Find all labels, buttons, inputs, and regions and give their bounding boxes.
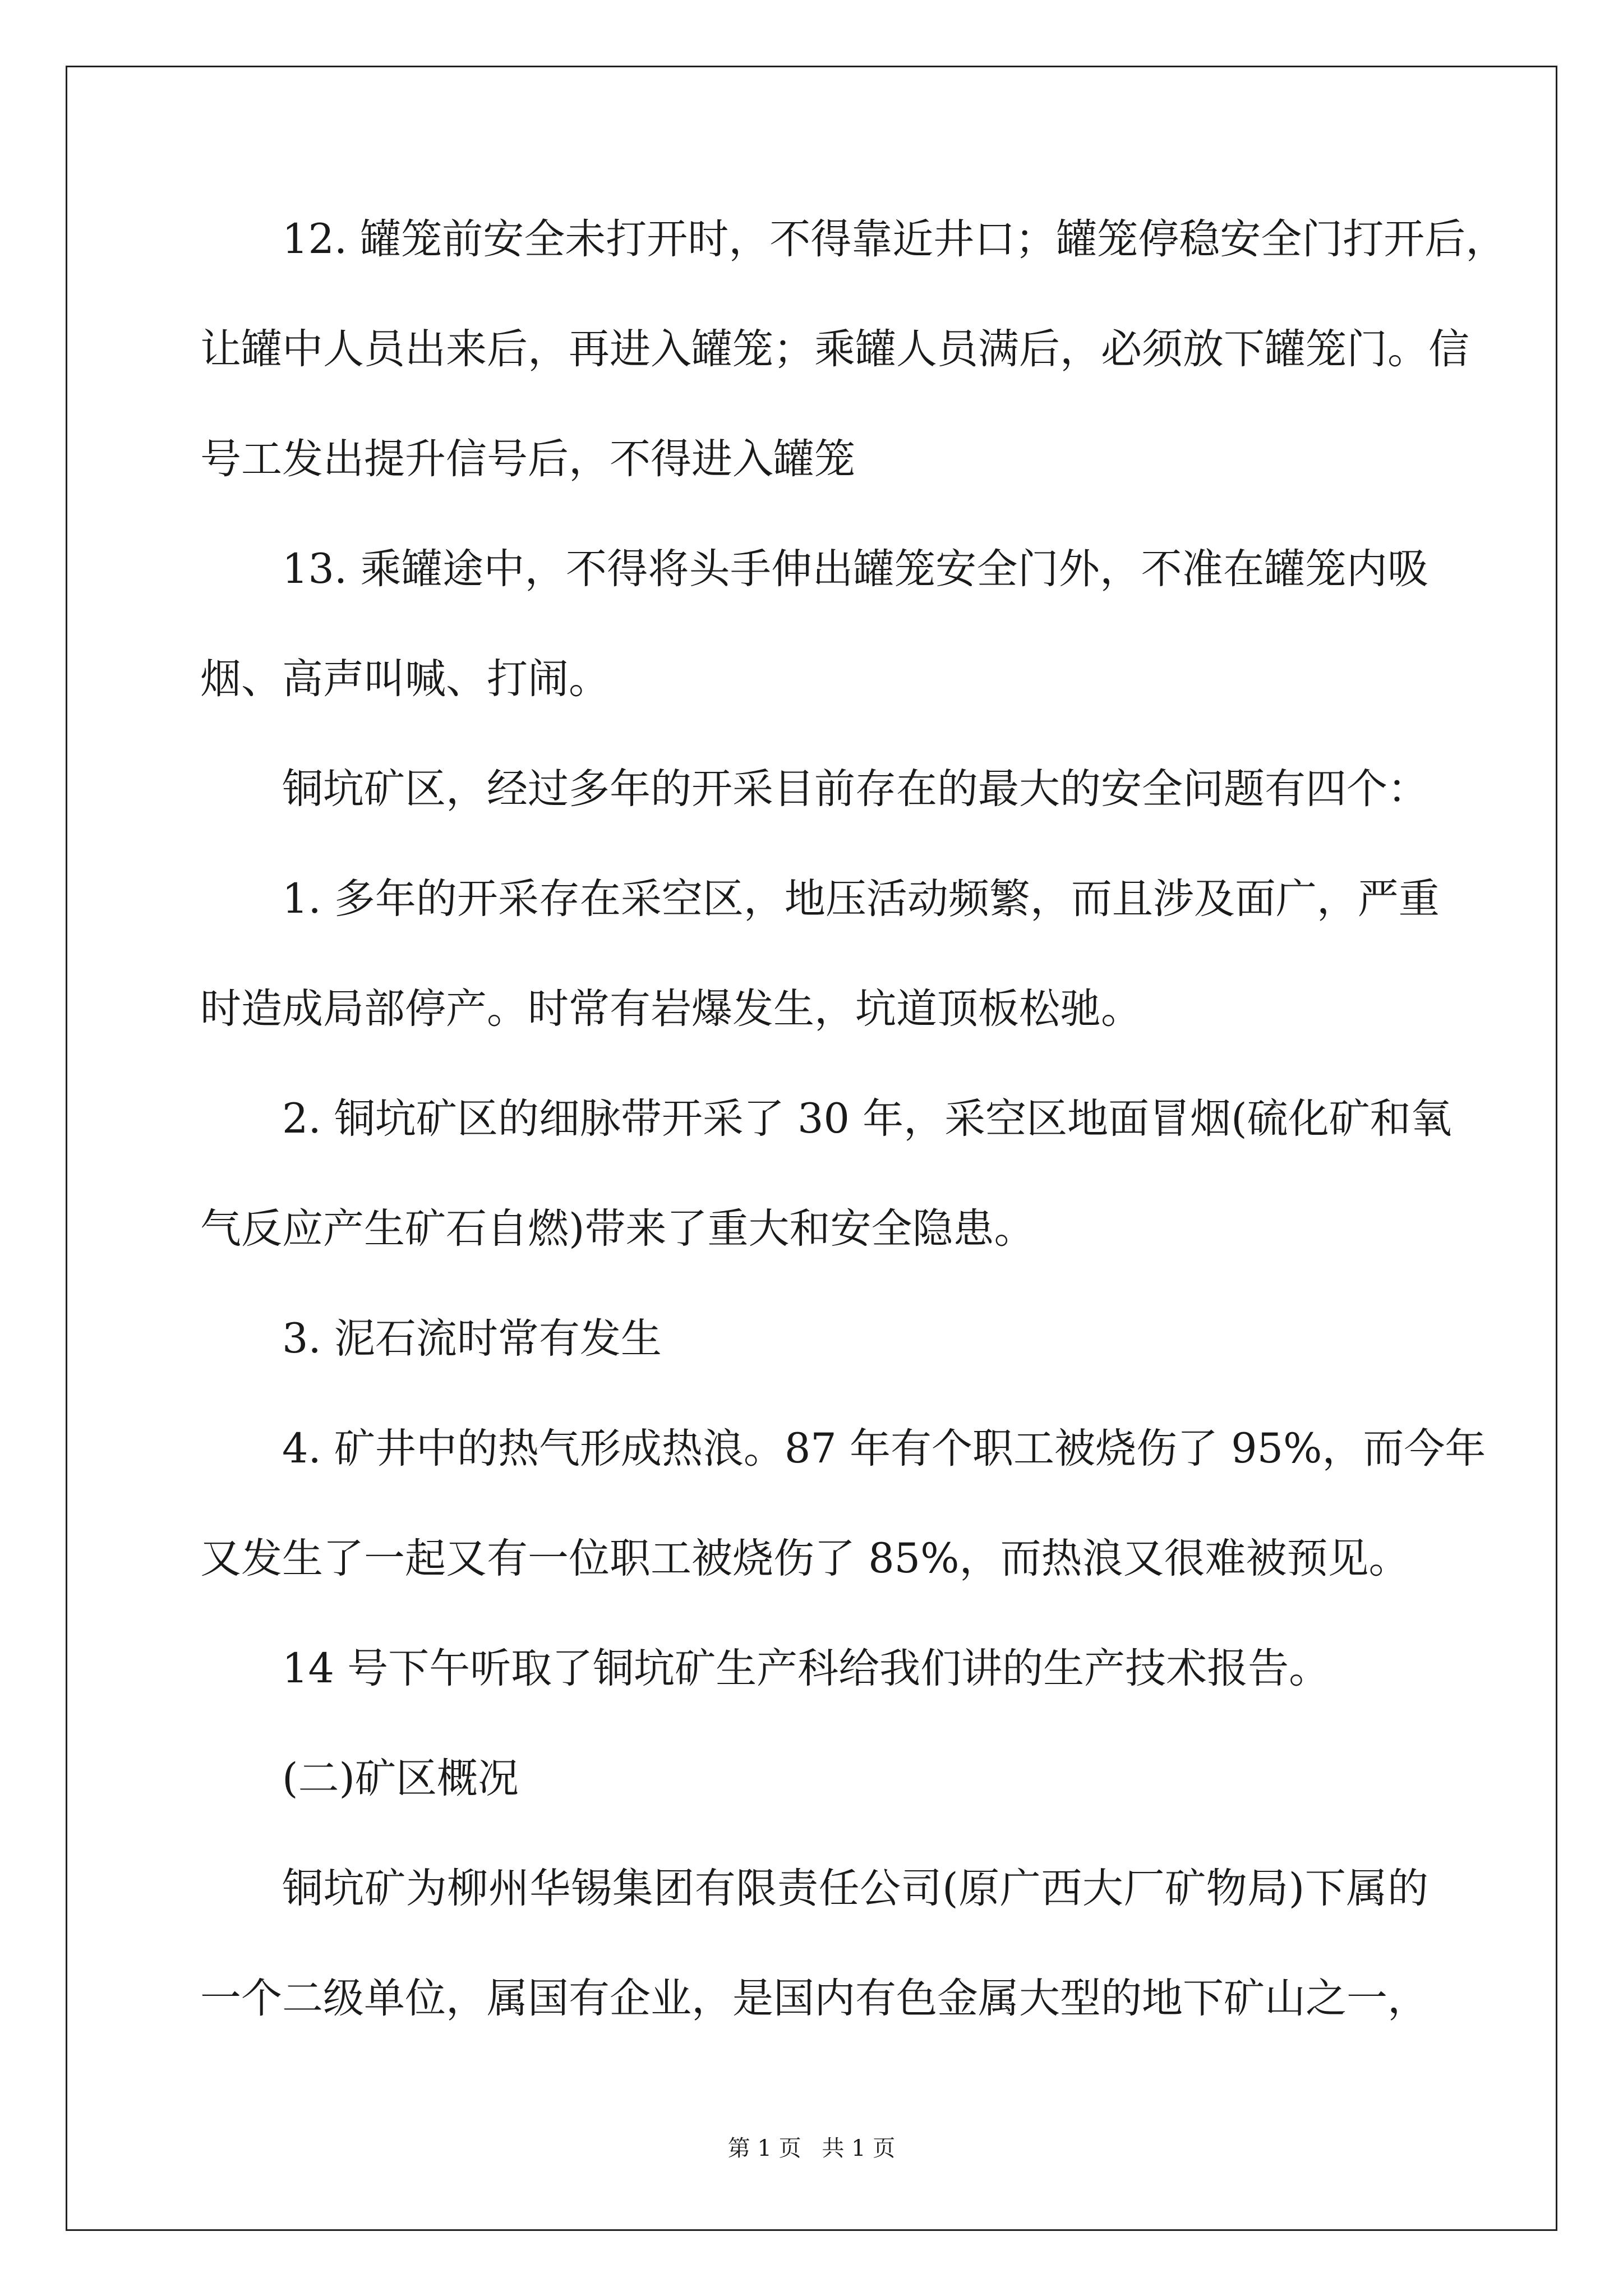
text-line: 烟、高声叫喊、打闹。 <box>200 655 610 703</box>
text-line: 气反应产生矿石自燃)带来了重大和安全隐患。 <box>200 1205 1035 1253</box>
page-total: 共 1 页 <box>822 2136 896 2161</box>
text-line: 12. 罐笼前安全未打开时，不得靠近井口；罐笼停稳安全门打开后， <box>282 215 1507 263</box>
text-line: 时造成局部停产。时常有岩爆发生，坑道顶板松驰。 <box>200 985 1142 1033</box>
text-line: 一个二级单位，属国有企业，是国内有色金属大型的地下矿山之一， <box>200 1975 1428 2022</box>
text-line: 号工发出提升信号后，不得进入罐笼 <box>200 435 855 483</box>
text-line: 4. 矿井中的热气形成热浪。87 年有个职工被烧伤了 95%，而今年 <box>282 1425 1486 1473</box>
text-line: 铜坑矿区，经过多年的开采目前存在的最大的安全问题有四个： <box>282 765 1428 813</box>
text-line: 13. 乘罐途中，不得将头手伸出罐笼安全门外，不准在罐笼内吸 <box>282 545 1428 593</box>
text-line: 14 号下午听取了铜坑矿生产科给我们讲的生产技术报告。 <box>282 1645 1330 1692</box>
page-footer <box>0 2131 1623 2162</box>
document-body <box>200 215 1507 2088</box>
text-line: 让罐中人员出来后，再进入罐笼；乘罐人员满后，必须放下罐笼门。信 <box>200 325 1469 373</box>
section-heading: (二)矿区概况 <box>282 1755 519 1802</box>
text-line: 3. 泥石流时常有发生 <box>282 1315 662 1363</box>
text-line: 1. 多年的开采存在采空区，地压活动频繁，而且涉及面广，严重 <box>282 875 1440 923</box>
text-line: 铜坑矿为柳州华锡集团有限责任公司(原广西大厂矿物局)下属的 <box>282 1865 1428 1912</box>
text-line: 2. 铜坑矿区的细脉带开采了 30 年，采空区地面冒烟(硫化矿和氧 <box>282 1095 1452 1143</box>
page-number: 第 1 页 <box>727 2136 801 2161</box>
text-line: 又发生了一起又有一位职工被烧伤了 85%，而热浪又很难被预见。 <box>200 1535 1410 1582</box>
